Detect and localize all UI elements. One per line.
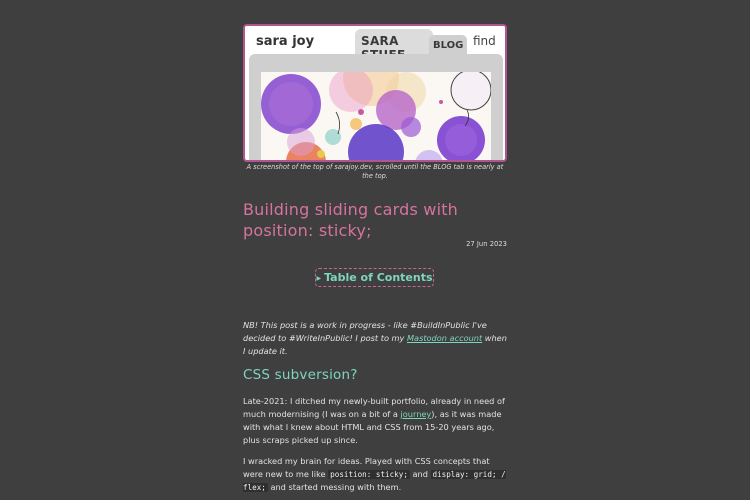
note-text-start: NB! This post is a work in progress - like #BuildInPublic I've decided to #WriteInPublic! I post to my: [243, 320, 487, 343]
code-display-grid-flex: display: grid; / flex;: [243, 470, 506, 492]
paragraph-intro: [243, 395, 509, 447]
toc-label: Table of Contents: [324, 271, 433, 284]
watercolor-artwork-image: [261, 72, 491, 162]
screenshot-tab-blog-label: BLOG: [433, 40, 464, 51]
code-position-sticky: position: sticky;: [330, 470, 408, 479]
note-text-end: when I update it.: [243, 333, 507, 356]
paragraph-ideas-mid: and: [409, 469, 431, 479]
paragraph-ideas-end: and started messing with them.: [267, 482, 402, 492]
watercolor-circles-graphic: [261, 72, 491, 162]
figure-caption: A screenshot of the top of sarajoy.dev, scrolled until the BLOG tab is nearly at the top.: [246, 163, 504, 180]
table-of-contents-toggle[interactable]: [315, 268, 434, 287]
section-heading-css-subversion: CSS subversion?: [243, 367, 358, 383]
screenshot-card-area: [249, 54, 503, 162]
mastodon-account-link[interactable]: Mastodon account: [406, 333, 483, 343]
paragraph-ideas-start: I wracked my brain for ideas. Played with CSS concepts that were new to me like: [243, 456, 490, 479]
screenshot-site-name: sara joy: [256, 34, 315, 49]
journey-link[interactable]: journey: [400, 409, 432, 419]
screenshot-nav-bar: [245, 26, 505, 56]
paragraph-ideas: [243, 455, 509, 494]
paragraph-intro-start: Late-2021: I ditched my newly-built portfolio, already in need of much modernising (I was on a bit of a: [243, 396, 505, 419]
paragraph-intro-end: ), as it was made with what I knew about HTML and CSS from 15-20 years ago, plus scraps picked up since.: [243, 409, 502, 445]
post-date: 27 Jun 2023: [466, 240, 507, 248]
screenshot-find-link: find: [473, 34, 496, 48]
post-title: Building sliding cards with position: sticky;: [243, 200, 459, 240]
screenshot-tab-sara-stuff: [355, 29, 433, 55]
work-in-progress-note: [243, 319, 509, 358]
disclosure-triangle-icon: ▶: [316, 275, 322, 282]
article-screenshot-figure: [243, 24, 507, 162]
screenshot-tab-sara-stuff-label: SARA: [361, 34, 399, 48]
